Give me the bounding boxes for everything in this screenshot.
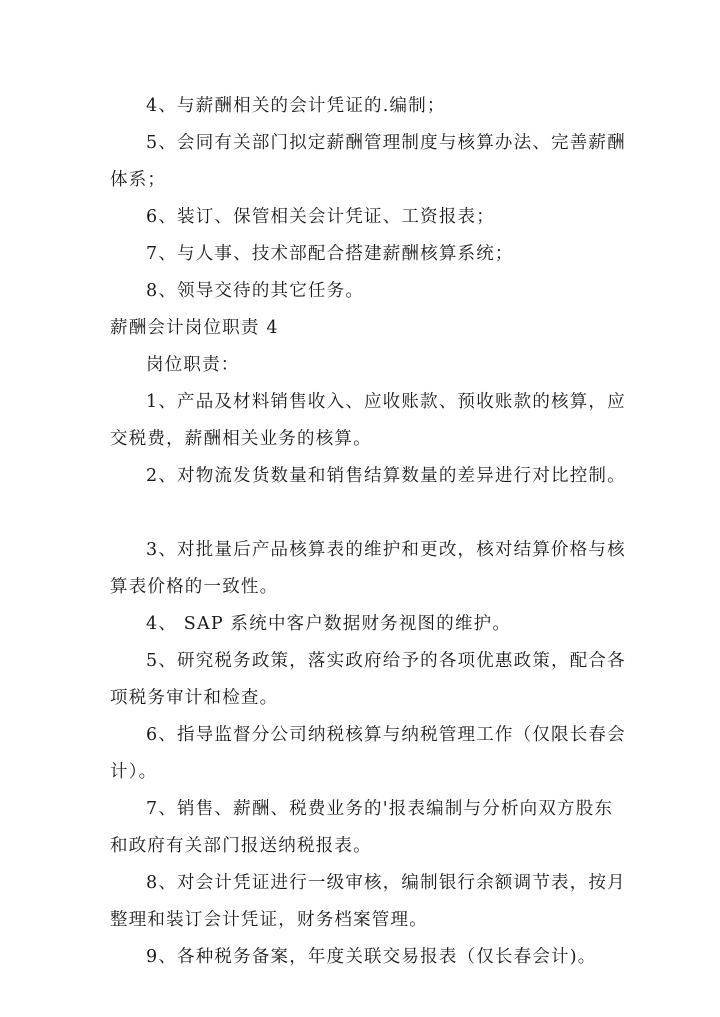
list-item: 6、指导监督分公司纳税核算与纳税管理工作（仅限长春会计）。 [110,725,626,782]
section-title: 薪酬会计岗位职责 4 [110,318,279,338]
list-item: 5、会同有关部门拟定薪酬管理制度与核算办法、完善薪酬体系； [110,133,626,190]
list-item: 3、对批量后产品核算表的维护和更改，核对结算价格与核算表价格的一致性。 [110,540,626,597]
list-item: 1、产品及材料销售收入、应收账款、预收账款的核算，应交税费，薪酬相关业务的核算。 [110,392,626,449]
list-item: 4、 SAP 系统中客户数据财务视图的维护。 [146,614,512,634]
list-item: 5、研究税务政策，落实政府给予的各项优惠政策，配合各项税务审计和检查。 [110,651,626,708]
list-item: 2、对物流发货数量和销售结算数量的差异进行对比控制。 [146,466,626,486]
list-item: 7、销售、薪酬、税费业务的'报表编制与分析向双方股东和政府有关部门报送纳税报表。 [110,799,614,856]
list-item: 6、装订、保管相关会计凭证、工资报表； [146,207,495,227]
list-item: 8、对会计凭证进行一级审核，编制银行余额调节表，按月整理和装订会计凭证，财务档案管理。 [110,873,626,930]
list-item: 7、与人事、技术部配合搭建薪酬核算系统； [146,244,514,264]
subsection-label: 岗位职责： [146,355,240,375]
list-item: 9、各种税务备案，年度关联交易报表（仅长春会计)。 [146,947,597,967]
list-item: 4、与薪酬相关的会计凭证的.编制； [146,96,446,116]
list-item: 8、领导交待的其它任务。 [146,281,365,301]
